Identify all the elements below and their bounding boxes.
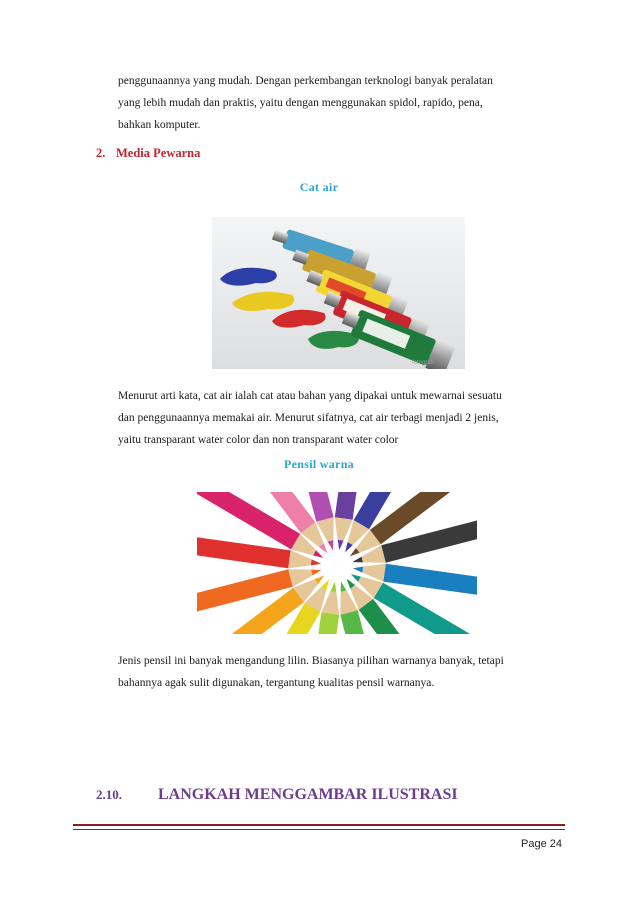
watercolor-tubes-image — [212, 217, 465, 369]
chapter-heading — [96, 786, 458, 804]
cat-air-line: Menurut arti kata, cat air ialah cat atau bahan yang dipakai untuk mewarnai sesuatu — [118, 390, 502, 402]
intro-paragraph — [118, 70, 544, 136]
cat-air-line: yaitu transparant water color dan non transparant water color — [118, 434, 399, 446]
chapter-title: LANGKAH MENGGAMBAR ILUSTRASI — [158, 786, 458, 803]
page-number: Page 24 — [521, 838, 562, 850]
footer-rule — [73, 824, 565, 826]
pensil-warna-line: bahannya agak sulit digunakan, tergantung kualitas pensil warnanya. — [118, 677, 435, 689]
footer-rule-thin — [73, 829, 565, 830]
intro-line: bahkan komputer. — [118, 119, 201, 131]
pensil-warna-paragraph — [118, 650, 544, 694]
section-number: 2. — [96, 146, 106, 160]
intro-line: penggunaannya yang mudah. Dengan perkembangan terknologi banyak peralatan — [118, 75, 493, 87]
section-title: Media Pewarna — [116, 146, 201, 160]
intro-line: yang lebih mudah dan praktis, yaitu dengan menggunakan spidol, rapido, pena, — [118, 97, 483, 109]
cat-air-line: dan penggunaannya memakai air. Menurut sifatnya, cat air terbagi menjadi 2 jenis, — [118, 412, 499, 424]
chapter-number: 2.10. — [96, 787, 122, 802]
pensil-warna-line: Jenis pensil ini banyak mengandung lilin. Biasanya pilihan warnanya banyak, tetapi — [118, 655, 504, 667]
cat-air-heading: Cat air — [299, 180, 339, 194]
cat-air-paragraph — [118, 385, 544, 451]
image-watermark: fotografi — [412, 360, 434, 366]
pensil-warna-heading: Pensil warna — [284, 457, 354, 471]
section-heading — [96, 146, 200, 161]
colored-pencils-image — [197, 492, 477, 634]
